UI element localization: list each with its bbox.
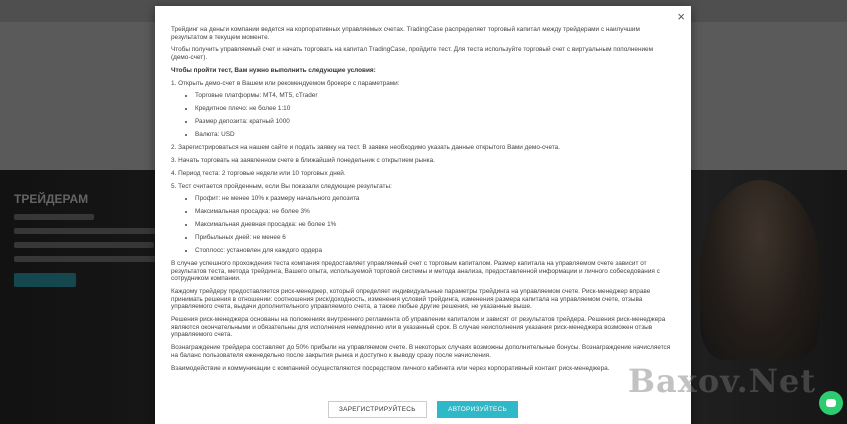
modal-content xyxy=(171,26,671,377)
reward-paragraph: Вознаграждение трейдера составляет до 50% прибыли на управляемом счете. В некоторых случаях возможны дополнительные бонусы. Вознаграждение начисляется на баланс пользователя еженедельно после закрытия рынка и доступно к выводу сразу после начисления. xyxy=(171,344,671,359)
step-1: 1. Открыть демо-счет в Вашем или рекомендуемом брокере с параметрами: xyxy=(171,79,400,87)
list-item: • Максимальная дневная просадка: не более 1% xyxy=(195,221,671,229)
watermark-logo: Baxov.Net xyxy=(628,362,817,400)
test-paragraph: Чтобы получить управляемый счет и начать торговать на капитал TradingCase, пройдите тест. Для теста используйте торговый счет с виртуальным пополнением (демо-счет). xyxy=(171,46,653,61)
chat-bubble-icon xyxy=(826,399,836,407)
chat-widget-button[interactable] xyxy=(819,391,843,415)
step-5: 5. Тест считается пройденным, если Вы показали следующие результаты: xyxy=(171,182,392,190)
decisions-paragraph: Решения риск-менеджера основаны на положениях внутреннего регламента об управлении капиталом и зависят от результатов трейдера. Решения риск-менеджера являются окончательными и обязательны для исполнения немедленно или в указанный срок. В случае неисполнения указания риск-менеджера возможен отзыв управляемого счета. xyxy=(171,316,666,339)
list-item: • Кредитное плечо: не более 1:10 xyxy=(195,105,671,113)
list-item: • Валюта: USD xyxy=(195,131,671,139)
login-button[interactable]: АВТОРИЗУЙТЕСЬ xyxy=(437,401,518,418)
hero-title: ТРЕЙДЕРАМ xyxy=(14,192,89,206)
list-item: • Профит: не менее 10% к размеру начального депозита xyxy=(195,195,671,203)
modal-actions xyxy=(155,398,691,418)
risk-manager-paragraph: Каждому трейдеру предоставляется риск-менеджер, который определяет индивидуальные параметры трейдинга на управляемом счете. Риск-менеджер вправе принимать решения в отношении: соотношения риск/доходность, изменения условий трейдинга, изменения размера капитала на управляемом счете, отзыва управляемого счета, выдачи дополнительного управляемого счета, а также любые другие решения, не указанные выше. xyxy=(171,288,651,311)
success-paragraph: В случае успешного прохождения теста компания предоставляет управляемый счет с торговым капиталом. Размер капитала на управляемом счете зависит от результатов теста, метода трейдинга, Вашего опыта, используемой торговой системы и метода анализа, предоставленной информации и личного собеседования с сотрудником компании. xyxy=(171,260,660,283)
step-1-params xyxy=(171,92,671,139)
intro-paragraph: Трейдинг на деньги компании ведется на корпоративных управляемых счетах. TradingCase распределяет торговый капитал между трейдерами с наилучшим результатом в текущем моменте. xyxy=(171,26,640,41)
step-5-results xyxy=(171,195,671,255)
close-icon[interactable]: × xyxy=(677,9,685,24)
list-item: • Максимальная просадка: не более 3% xyxy=(195,208,671,216)
list-item: • Торговые платформы: MT4, MT5, cTrader xyxy=(195,92,671,100)
traders-info-modal xyxy=(155,6,691,424)
list-item: • Стоплосс: установлен для каждого ордера xyxy=(195,247,671,255)
register-button[interactable]: ЗАРЕГИСТРИРУЙТЕСЬ xyxy=(328,401,427,418)
list-item: • Размер депозита: кратный 1000 xyxy=(195,118,671,126)
conditions-heading: Чтобы пройти тест, Вам нужно выполнить следующие условия: xyxy=(171,66,376,74)
step-3: 3. Начать торговать на заявленном счете в ближайший понедельник с открытием рынка. xyxy=(171,157,435,165)
step-2: 2. Зарегистрироваться на нашем сайте и подать заявку на тест. В заявке необходимо указать данные открытого Вами демо-счета. xyxy=(171,144,560,152)
step-4: 4. Период теста: 2 торговые недели или 10 торговых дней. xyxy=(171,169,346,177)
list-item: • Прибыльных дней: не менее 6 xyxy=(195,234,671,242)
contact-paragraph: Взаимодействие и коммуникации с компанией осуществляются посредством личного кабинета или через корпоративный контакт риск-менеджера. xyxy=(171,364,610,372)
